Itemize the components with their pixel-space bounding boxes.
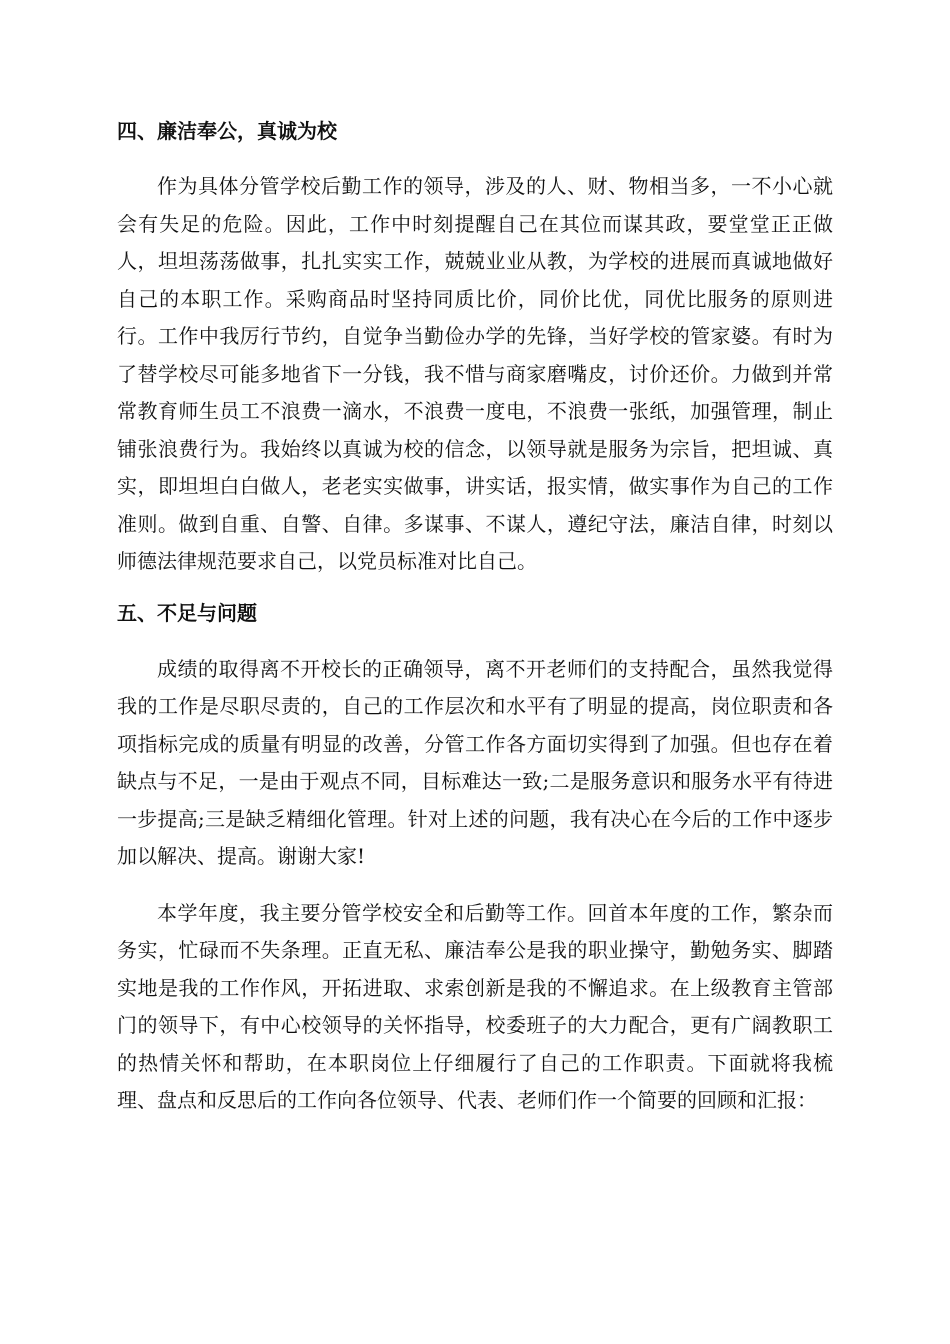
section-heading-integrity: 四、廉洁奉公，真诚为校 — [117, 119, 337, 143]
section-heading-shortcomings: 五、不足与问题 — [117, 600, 257, 625]
section-paragraph-integrity: 作为具体分管学校后勤工作的领导，涉及的人、财、物相当多，一不小心就会有失足的危险。因此，工作中时刻提醒自己在其位而谋其政，要堂堂正正做人，坦坦荡荡做事，扎扎实实工作，兢兢业业从教，为学校的进展而真诚地做好自己的本职工作。采购商品时坚持同质比价，同价比优，同优比服务的原则进行。工作中我厉行节约，自觉争当勤俭办学的先锋，当好学校的管家婆。有时为了替学校尽可能多地省下一分钱，我不惜与商家磨嘴皮，讨价还价。力做到并常常教育师生员工不浪费一滴水，不浪费一度电，不浪费一张纸，加强管理，制止铺张浪费行为。我始终以真诚为校的信念，以领导就是服务为宗旨，把坦诚、真实，即坦坦白白做人，老老实实做事，讲实话，报实情，做实事作为自己的工作准则。做到自重、自警、自律。多谋事、不谋人，遵纪守法，廉洁自律，时刻以师德法律规范要求自己，以党员标准对比自己。 — [117, 174, 833, 573]
closing-paragraph: 本学年度，我主要分管学校安全和后勤等工作。回首本年度的工作，繁杂而务实，忙碌而不失条理。正直无私、廉洁奉公是我的职业操守，勤勉务实、脚踏实地是我的工作作风，开拓进取、求索创新是我的不懈追求。在上级教育主管部门的领导下，有中心校领导的关怀指导，校委班子的大力配合，更有广阔教职工的热情关怀和帮助，在本职岗位上仔细履行了自己的工作职责。下面就将我梳理、盘点和反思后的工作向各位领导、代表、老师们作一个简要的回顾和汇报： — [117, 900, 833, 1112]
section-paragraph-shortcomings: 成绩的取得离不开校长的正确领导，离不开老师们的支持配合，虽然我觉得我的工作是尽职尽责的，自己的工作层次和水平有了明显的提高，岗位职责和各项指标完成的质量有明显的改善，分管工作各方面切实得到了加强。但也存在着缺点与不足，一是由于观点不同，目标难达一致;二是服务意识和服务水平有待进一步提高;三是缺乏精细化管理。针对上述的问题，我有决心在今后的工作中逐步加以解决、提高。谢谢大家! — [117, 656, 833, 868]
document-page — [117, 113, 833, 1120]
